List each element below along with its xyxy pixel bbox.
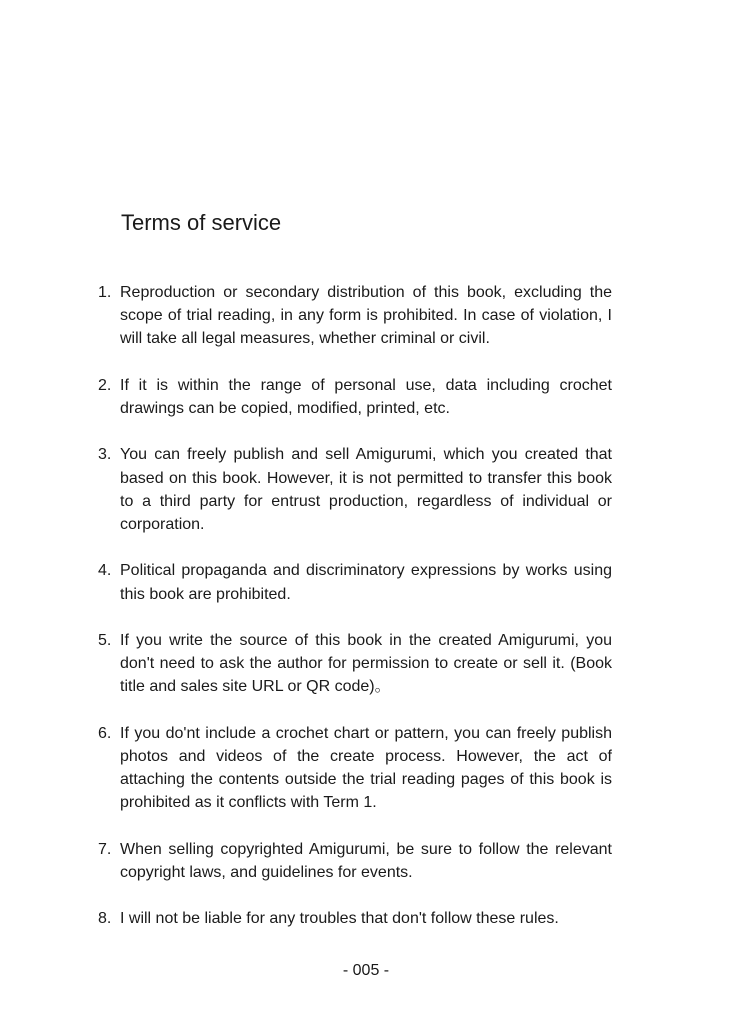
term-item-8 bbox=[98, 907, 612, 930]
term-item-2 bbox=[98, 374, 612, 420]
term-number: 5. bbox=[98, 631, 112, 649]
page-title: Terms of service bbox=[121, 210, 282, 235]
term-text: If it is within the range of personal use, data including crochet drawings can be copied, modified, printed, etc. bbox=[120, 376, 612, 417]
term-text: If you do'nt include a crochet chart or pattern, you can freely publish photos and videos of the create process. However, the act of attaching the contents outside the trial reading pages of this book is prohibited as it conflicts with Term 1. bbox=[120, 724, 612, 812]
term-item-5 bbox=[98, 629, 612, 699]
term-text: If you write the source of this book in the created Amigurumi, you don't need to ask the author for permission to create or sell it. (Book title and sales site URL or QR code)。 bbox=[120, 631, 612, 696]
term-item-7 bbox=[98, 838, 612, 884]
term-item-6 bbox=[98, 722, 612, 815]
term-text: You can freely publish and sell Amigurumi, which you created that based on this book. However, it is not permitted to transfer this book to a third party for entrust production, regardless of individual or corporation. bbox=[120, 446, 612, 533]
term-number: 1. bbox=[98, 284, 112, 301]
term-number: 2. bbox=[98, 376, 112, 394]
term-number: 4. bbox=[98, 562, 112, 580]
term-number: 3. bbox=[98, 446, 112, 464]
term-item-1 bbox=[98, 281, 612, 351]
term-number: 6. bbox=[98, 724, 112, 742]
term-item-4 bbox=[98, 559, 612, 605]
term-text: I will not be liable for any troubles that don't follow these rules. bbox=[120, 910, 559, 928]
page-number: - 005 - bbox=[342, 962, 390, 979]
term-item-3 bbox=[98, 443, 612, 536]
terms-list bbox=[98, 281, 612, 954]
term-number: 8. bbox=[98, 910, 112, 928]
term-text: Reproduction or secondary distribution of this book, excluding the scope of trial reading, in any form is prohibited. In case of violation, I will take all legal measures, whether criminal or civil. bbox=[120, 284, 612, 348]
term-number: 7. bbox=[98, 840, 112, 858]
term-text: Political propaganda and discriminatory expressions by works using this book are prohibited. bbox=[120, 562, 612, 603]
term-text: When selling copyrighted Amigurumi, be sure to follow the relevant copyright laws, and guidelines for events. bbox=[120, 840, 612, 881]
